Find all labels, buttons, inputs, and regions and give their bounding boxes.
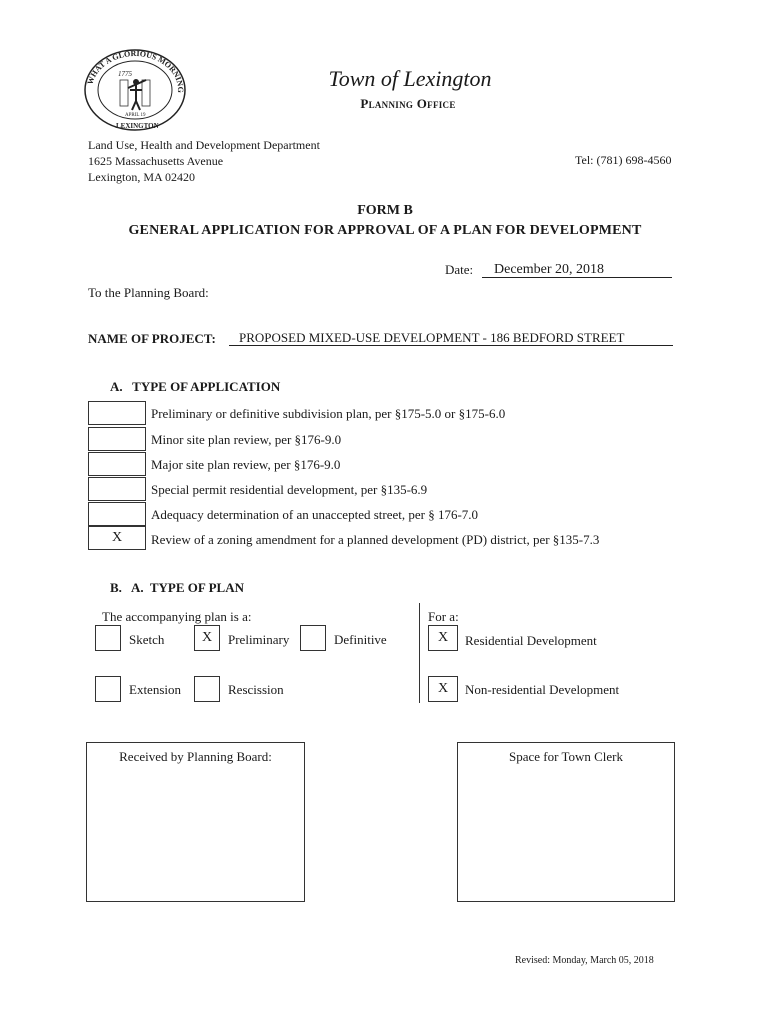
plan-intro-text: The accompanying plan is a:: [102, 609, 252, 624]
application-checkbox[interactable]: [88, 452, 146, 476]
town-clerk-box: [457, 742, 675, 902]
sketch-checkbox[interactable]: [95, 625, 121, 651]
svg-text:LEXINGTON: LEXINGTON: [116, 122, 159, 130]
application-checkbox[interactable]: [88, 502, 146, 526]
form-title: FORM B: [357, 203, 413, 218]
residential-checkbox[interactable]: X: [428, 625, 458, 651]
non-residential-label: Non-residential Development: [465, 682, 620, 697]
office-name: Planning Office: [360, 96, 456, 111]
application-option-label: Review of a zoning amendment for a planned development (PD) district, per §135-7.3: [151, 532, 600, 547]
address-line-3: Lexington, MA 02420: [88, 170, 195, 184]
residential-label: Residential Development: [465, 633, 597, 648]
application-option-label: Minor site plan review, per §176-9.0: [151, 432, 342, 447]
extension-label: Extension: [129, 682, 181, 697]
rescission-label: Rescission: [228, 682, 284, 697]
town-clerk-label: Space for Town Clerk: [508, 749, 624, 764]
received-by-board-label: Received by Planning Board:: [119, 749, 272, 764]
address-line-1: Land Use, Health and Development Department: [88, 138, 320, 152]
department-address: [88, 137, 320, 185]
preliminary-checkbox[interactable]: X: [194, 625, 220, 651]
application-option-label: Preliminary or definitive subdivision plan, per §175-5.0 or §175-6.0: [151, 406, 506, 421]
definitive-checkbox[interactable]: [300, 625, 326, 651]
extension-checkbox[interactable]: [95, 676, 121, 702]
revised-date: Revised: Monday, March 05, 2018: [515, 955, 654, 966]
non-residential-checkbox[interactable]: X: [428, 676, 458, 702]
use-intro-text: For a:: [428, 609, 459, 624]
form-subtitle: GENERAL APPLICATION FOR APPROVAL OF A PLAN FOR DEVELOPMENT: [128, 223, 642, 238]
rescission-checkbox[interactable]: [194, 676, 220, 702]
svg-text:APRIL 19: APRIL 19: [125, 113, 146, 118]
received-by-board-box: [86, 742, 305, 902]
column-divider: [419, 603, 420, 703]
svg-text:1775: 1775: [118, 70, 132, 78]
definitive-label: Definitive: [334, 632, 387, 647]
sketch-label: Sketch: [129, 632, 165, 647]
salutation: To the Planning Board:: [88, 285, 209, 300]
application-option-label: Major site plan review, per §176-9.0: [151, 457, 341, 472]
project-name-label: NAME OF PROJECT:: [88, 331, 216, 346]
section-a-heading: A. TYPE OF APPLICATION: [110, 379, 281, 394]
preliminary-label: Preliminary: [228, 632, 290, 647]
address-line-2: 1625 Massachusetts Avenue: [88, 154, 224, 168]
date-label: Date:: [445, 262, 474, 277]
section-b-heading: B. A. TYPE OF PLAN: [110, 580, 244, 595]
application-checkbox[interactable]: [88, 427, 146, 451]
project-name-field[interactable]: PROPOSED MIXED-USE DEVELOPMENT - 186 BEDFORD STREET: [229, 329, 673, 346]
application-checkbox[interactable]: [88, 401, 146, 425]
svg-text:WHAT A GLORIOUS MORNING FOR AM: WHAT A GLORIOUS MORNING: [85, 48, 186, 93]
town-title: Town of Lexington: [328, 66, 492, 91]
date-field[interactable]: December 20, 2018: [482, 262, 672, 278]
application-option-label: Special permit residential development, per §135-6.9: [151, 482, 428, 497]
telephone: Tel: (781) 698-4560: [575, 153, 672, 167]
application-checkbox[interactable]: [88, 477, 146, 501]
application-checkbox[interactable]: X: [88, 526, 146, 550]
application-option-label: Adequacy determination of an unaccepted street, per § 176-7.0: [151, 507, 479, 522]
